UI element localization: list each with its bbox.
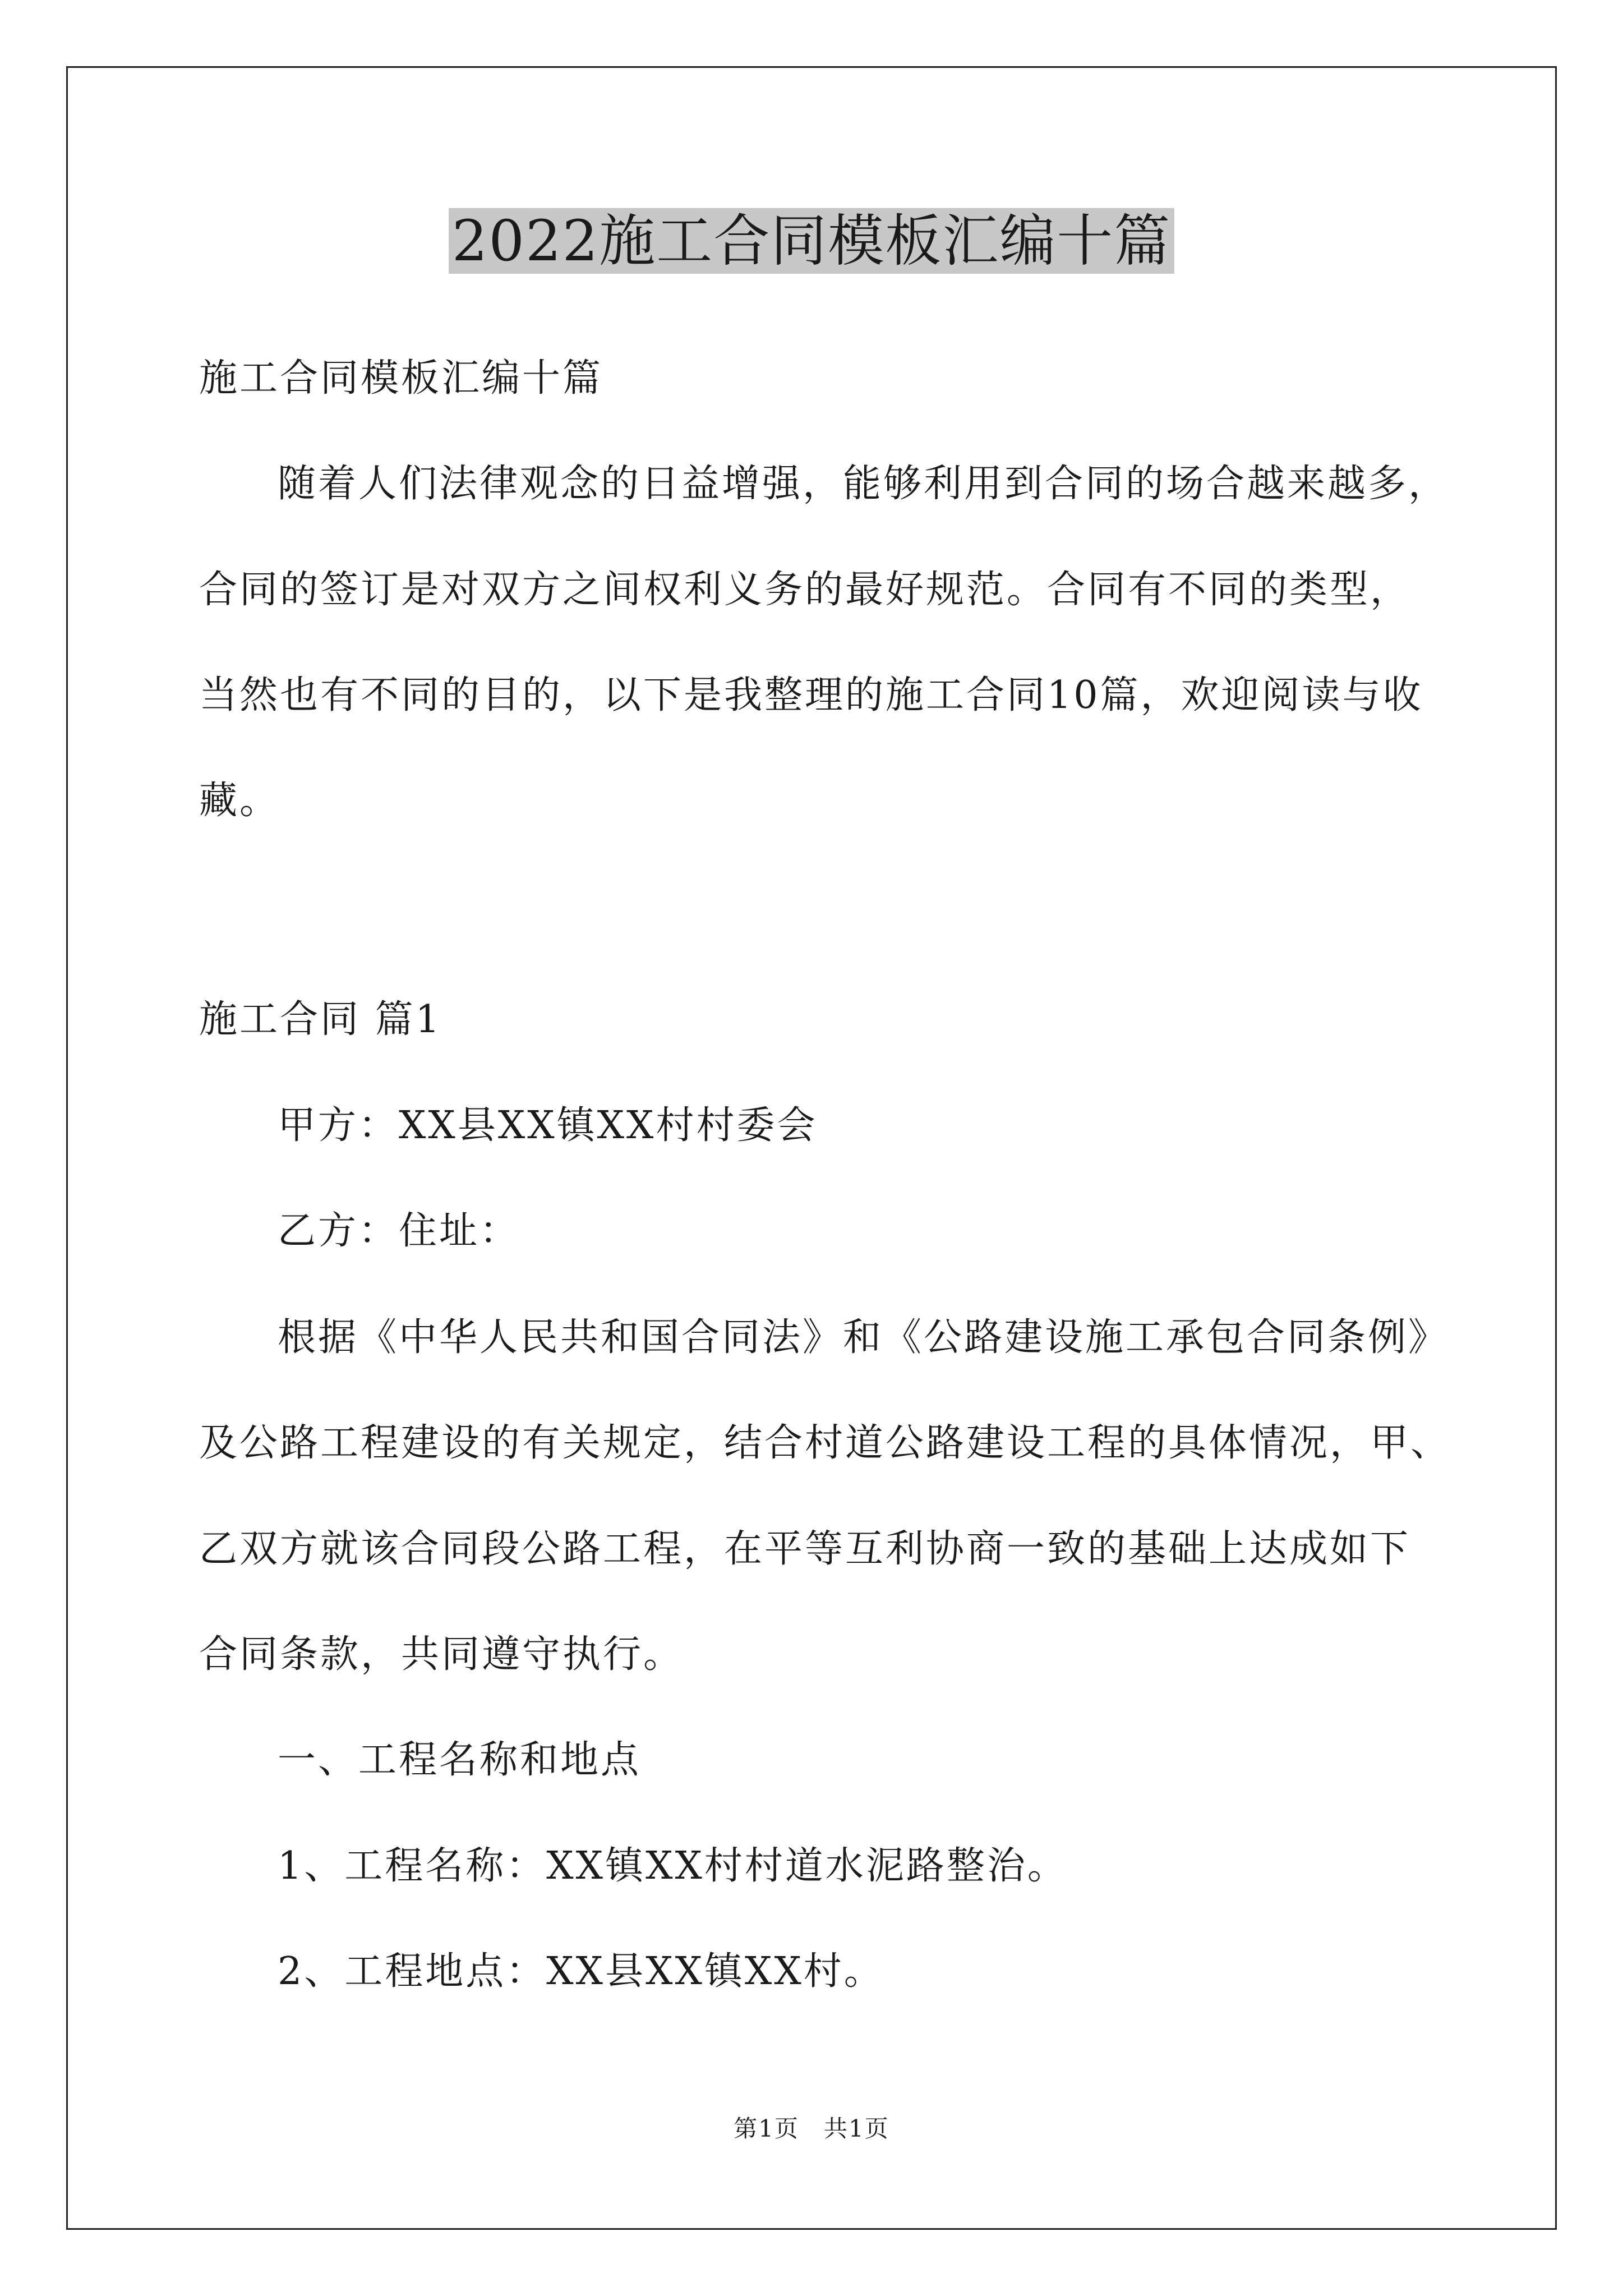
party-a-line: 甲方：XX县XX镇XX村村委会 — [278, 1103, 818, 1148]
section-heading: 施工合同 篇1 — [199, 997, 442, 1042]
document-title — [0, 199, 1623, 283]
party-b-line: 乙方：住址： — [278, 1209, 520, 1253]
document-title-text: 2022施工合同模板汇编十篇 — [449, 208, 1175, 274]
article-1-heading: 一、工程名称和地点 — [278, 1738, 642, 1782]
intro-line-1: 随着人们法律观念的日益增强，能够利用到合同的场合越来越多， — [278, 462, 1449, 506]
page-footer: 第1页 共1页 — [734, 2115, 889, 2142]
basis-line-2: 及公路工程建设的有关规定，结合村道公路建设工程的具体情况，甲、 — [199, 1421, 1451, 1465]
basis-line-4: 合同条款，共同遵守执行。 — [199, 1632, 684, 1677]
intro-line-4: 藏。 — [199, 779, 280, 823]
basis-line-1: 根据《中华人民共和国合同法》和《公路建设施工承包合同条例》 — [278, 1315, 1449, 1360]
article-1-item-2: 2、工程地点：XX县XX镇XX村。 — [278, 1949, 884, 1994]
document-subtitle: 施工合同模板汇编十篇 — [199, 356, 603, 401]
intro-line-3: 当然也有不同的目的，以下是我整理的施工合同10篇，欢迎阅读与收 — [199, 673, 1423, 717]
basis-line-3: 乙双方就该合同段公路工程，在平等互利协商一致的基础上达成如下 — [199, 1527, 1411, 1571]
intro-line-2: 合同的签订是对双方之间权利义务的最好规范。合同有不同的类型， — [199, 568, 1411, 612]
article-1-item-1: 1、工程名称：XX镇XX村村道水泥路整治。 — [278, 1844, 1068, 1888]
